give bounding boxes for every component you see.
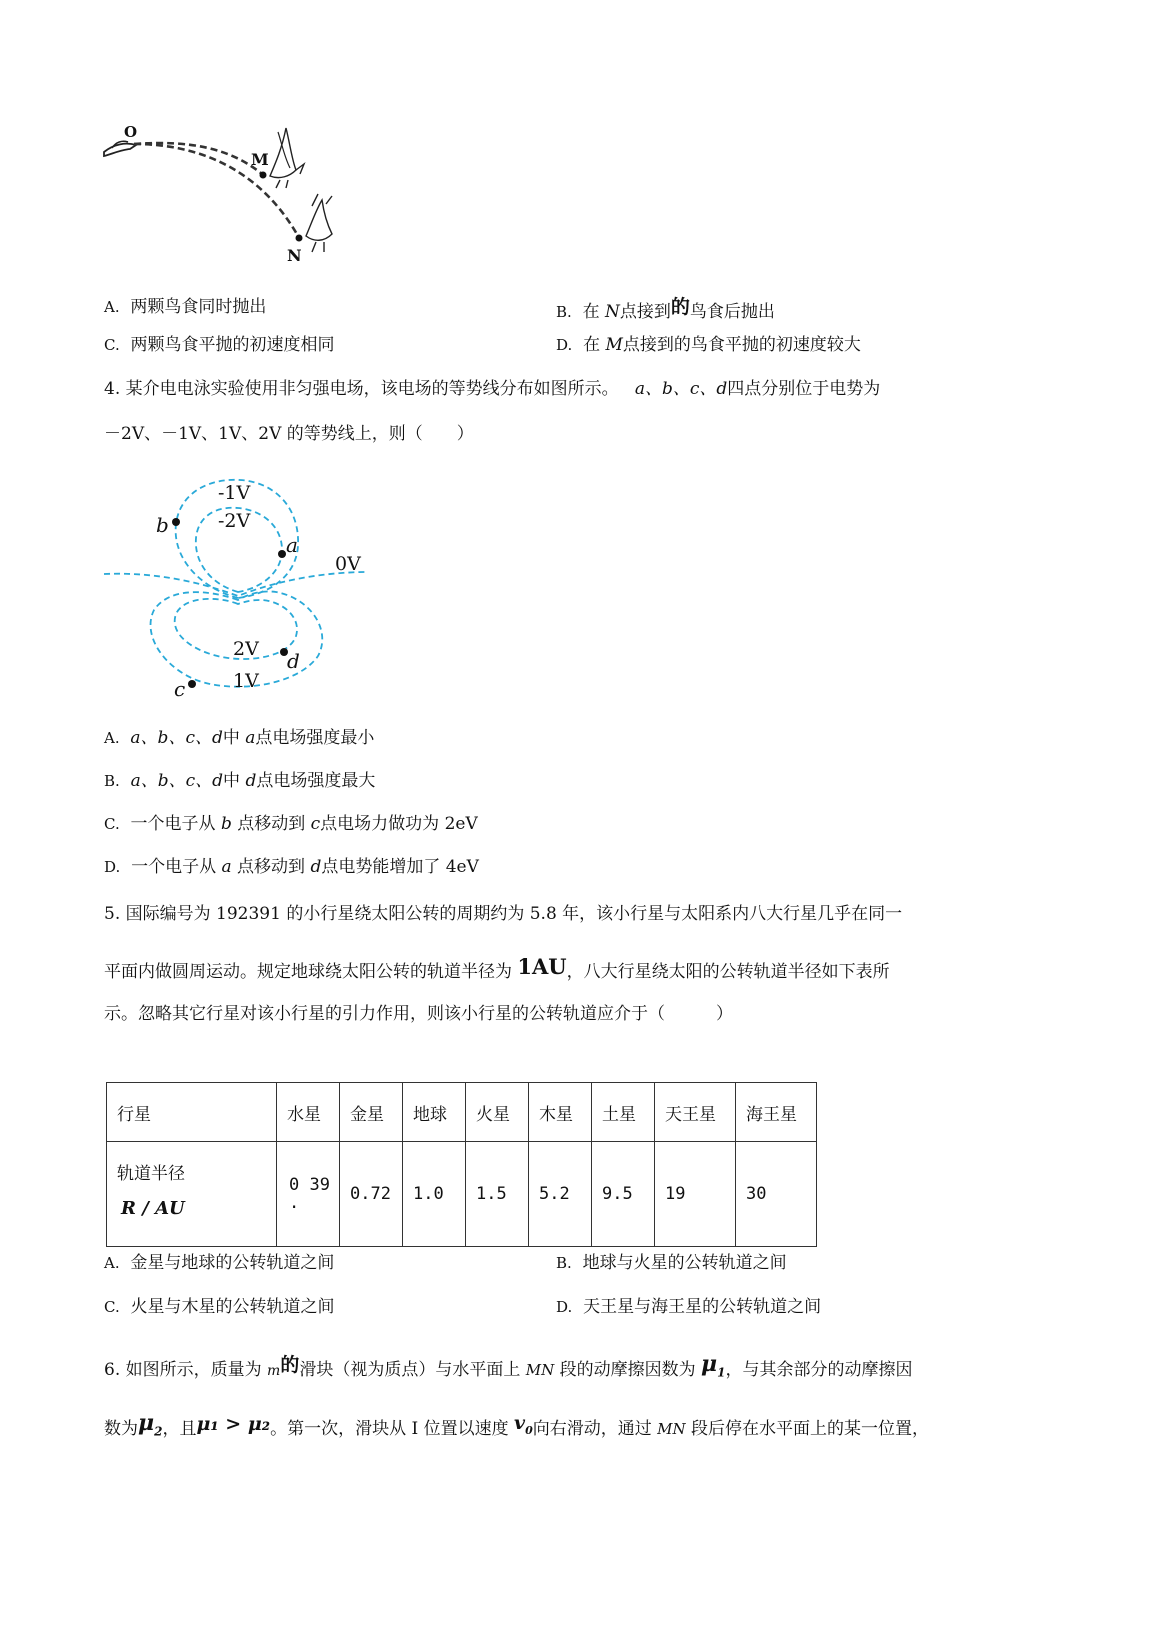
q4-option-d: D. 一个电子从 a 点移动到 d点电势能增加了 4eV — [104, 857, 479, 877]
orbit-radius-table — [106, 1082, 817, 1247]
point-n — [296, 235, 303, 242]
table-cell-planet: 火星 — [466, 1083, 529, 1142]
hand-sketch — [104, 144, 136, 156]
q5-stem-line3: 示。忽略其它行星对该小行星的引力作用，则该小行星的公转轨道应介于（ ） — [104, 1004, 733, 1024]
table-header-label: 行星 — [107, 1083, 277, 1142]
equipotential-zero — [104, 572, 368, 596]
point-b — [172, 518, 180, 526]
table-cell-planet: 水星 — [277, 1083, 340, 1142]
table-cell-planet: 地球 — [403, 1083, 466, 1142]
q5-option-d: D. 天王星与海王星的公转轨道之间 — [556, 1297, 822, 1317]
q5-option-a: A. 金星与地球的公转轨道之间 — [104, 1253, 335, 1273]
table-cell-radius: 5.2 — [529, 1142, 592, 1247]
label-a: a — [286, 533, 298, 557]
label-pos2v: 2V — [233, 638, 259, 660]
table-cell-radius: 9.5 — [592, 1142, 655, 1247]
q5-stem-line2: 平面内做圆周运动。规定地球绕太阳公转的轨道半径为 1AU，八大行星绕太阳的公转轨道半径如下表所 — [104, 954, 890, 982]
trajectory-to-n — [134, 144, 298, 236]
q3-option-d: D. 在 M点接到的鸟食平抛的初速度较大 — [556, 335, 861, 355]
table-cell-planet: 木星 — [529, 1083, 592, 1142]
table-radius-row — [107, 1142, 817, 1247]
q6-stem-line1: 6. 如图所示，质量为 m的滑块（视为质点）与水平面上 MN 段的动摩擦因数为 $\mu_1$，与其余部分的动摩擦因 — [104, 1351, 913, 1380]
label-m: M — [251, 150, 269, 169]
q3-option-c: C. 两颗鸟食平抛的初速度相同 — [104, 335, 335, 355]
label-neg1v: -1V — [218, 482, 251, 504]
q4-option-b: B. a、b、c、d中 d点电场强度最大 — [104, 771, 376, 791]
table-cell-radius: 0 39 . — [277, 1142, 340, 1247]
table-cell-planet: 金星 — [340, 1083, 403, 1142]
point-c — [188, 680, 196, 688]
label-zerov: 0V — [335, 553, 361, 575]
table-cell-planet: 土星 — [592, 1083, 655, 1142]
table-row-label: 轨道半径 R / AU — [107, 1142, 277, 1247]
q5-option-b: B. 地球与火星的公转轨道之间 — [556, 1253, 787, 1273]
point-a — [278, 550, 286, 558]
q4-option-c: C. 一个电子从 b 点移动到 c点电场力做功为 2eV — [104, 814, 478, 834]
label-d: d — [287, 649, 300, 673]
label-b: b — [156, 513, 169, 537]
q5-stem-line1: 5. 国际编号为 192391 的小行星绕太阳公转的周期约为 5.8 年，该小行星与太阳系内八大行星几乎在同一 — [104, 904, 903, 924]
label-neg2v: -2V — [218, 510, 251, 532]
q4-option-a: A. a、b、c、d中 a点电场强度最小 — [104, 728, 375, 748]
table-cell-radius: 1.5 — [466, 1142, 529, 1247]
q3-option-b: B. 在 N点接到的鸟食后抛出 — [556, 296, 775, 322]
table-cell-radius: 19 — [655, 1142, 736, 1247]
label-c: c — [174, 677, 186, 701]
table-cell-radius: 30 — [736, 1142, 817, 1247]
label-pos1v: 1V — [233, 670, 259, 692]
q6-stem-line2: 数为$\mu_2$，且μ₁ > μ₂。第一次，滑块从 I 位置以速度 $v_0$向右滑动，通过 MN 段后停在水平面上的某一位置， — [104, 1410, 930, 1439]
bird-m-sketch — [270, 128, 304, 188]
trajectory-to-m — [134, 143, 262, 174]
q5-option-c: C. 火星与木星的公转轨道之间 — [104, 1297, 335, 1317]
table-header-row — [107, 1083, 817, 1142]
label-n: N — [287, 246, 302, 265]
q3-option-a: A. 两颗鸟食同时抛出 — [104, 297, 267, 317]
point-m — [260, 172, 267, 179]
table-cell-radius: 1.0 — [403, 1142, 466, 1247]
q4-stem-line2: －2V、－1V、1V、2V 的等势线上，则（ ） — [104, 424, 474, 444]
bird-n-sketch — [306, 194, 332, 252]
table-cell-planet: 海王星 — [736, 1083, 817, 1142]
table-cell-radius: 0.72 — [340, 1142, 403, 1247]
label-o: O — [124, 123, 138, 141]
table-cell-planet: 天王星 — [655, 1083, 736, 1142]
projectile-figure — [100, 118, 360, 278]
q4-stem-line1: 4. 某介电电泳实验使用非匀强电场，该电场的等势线分布如图所示。 a、b、c、d四点分别位于电势为 — [104, 379, 881, 399]
